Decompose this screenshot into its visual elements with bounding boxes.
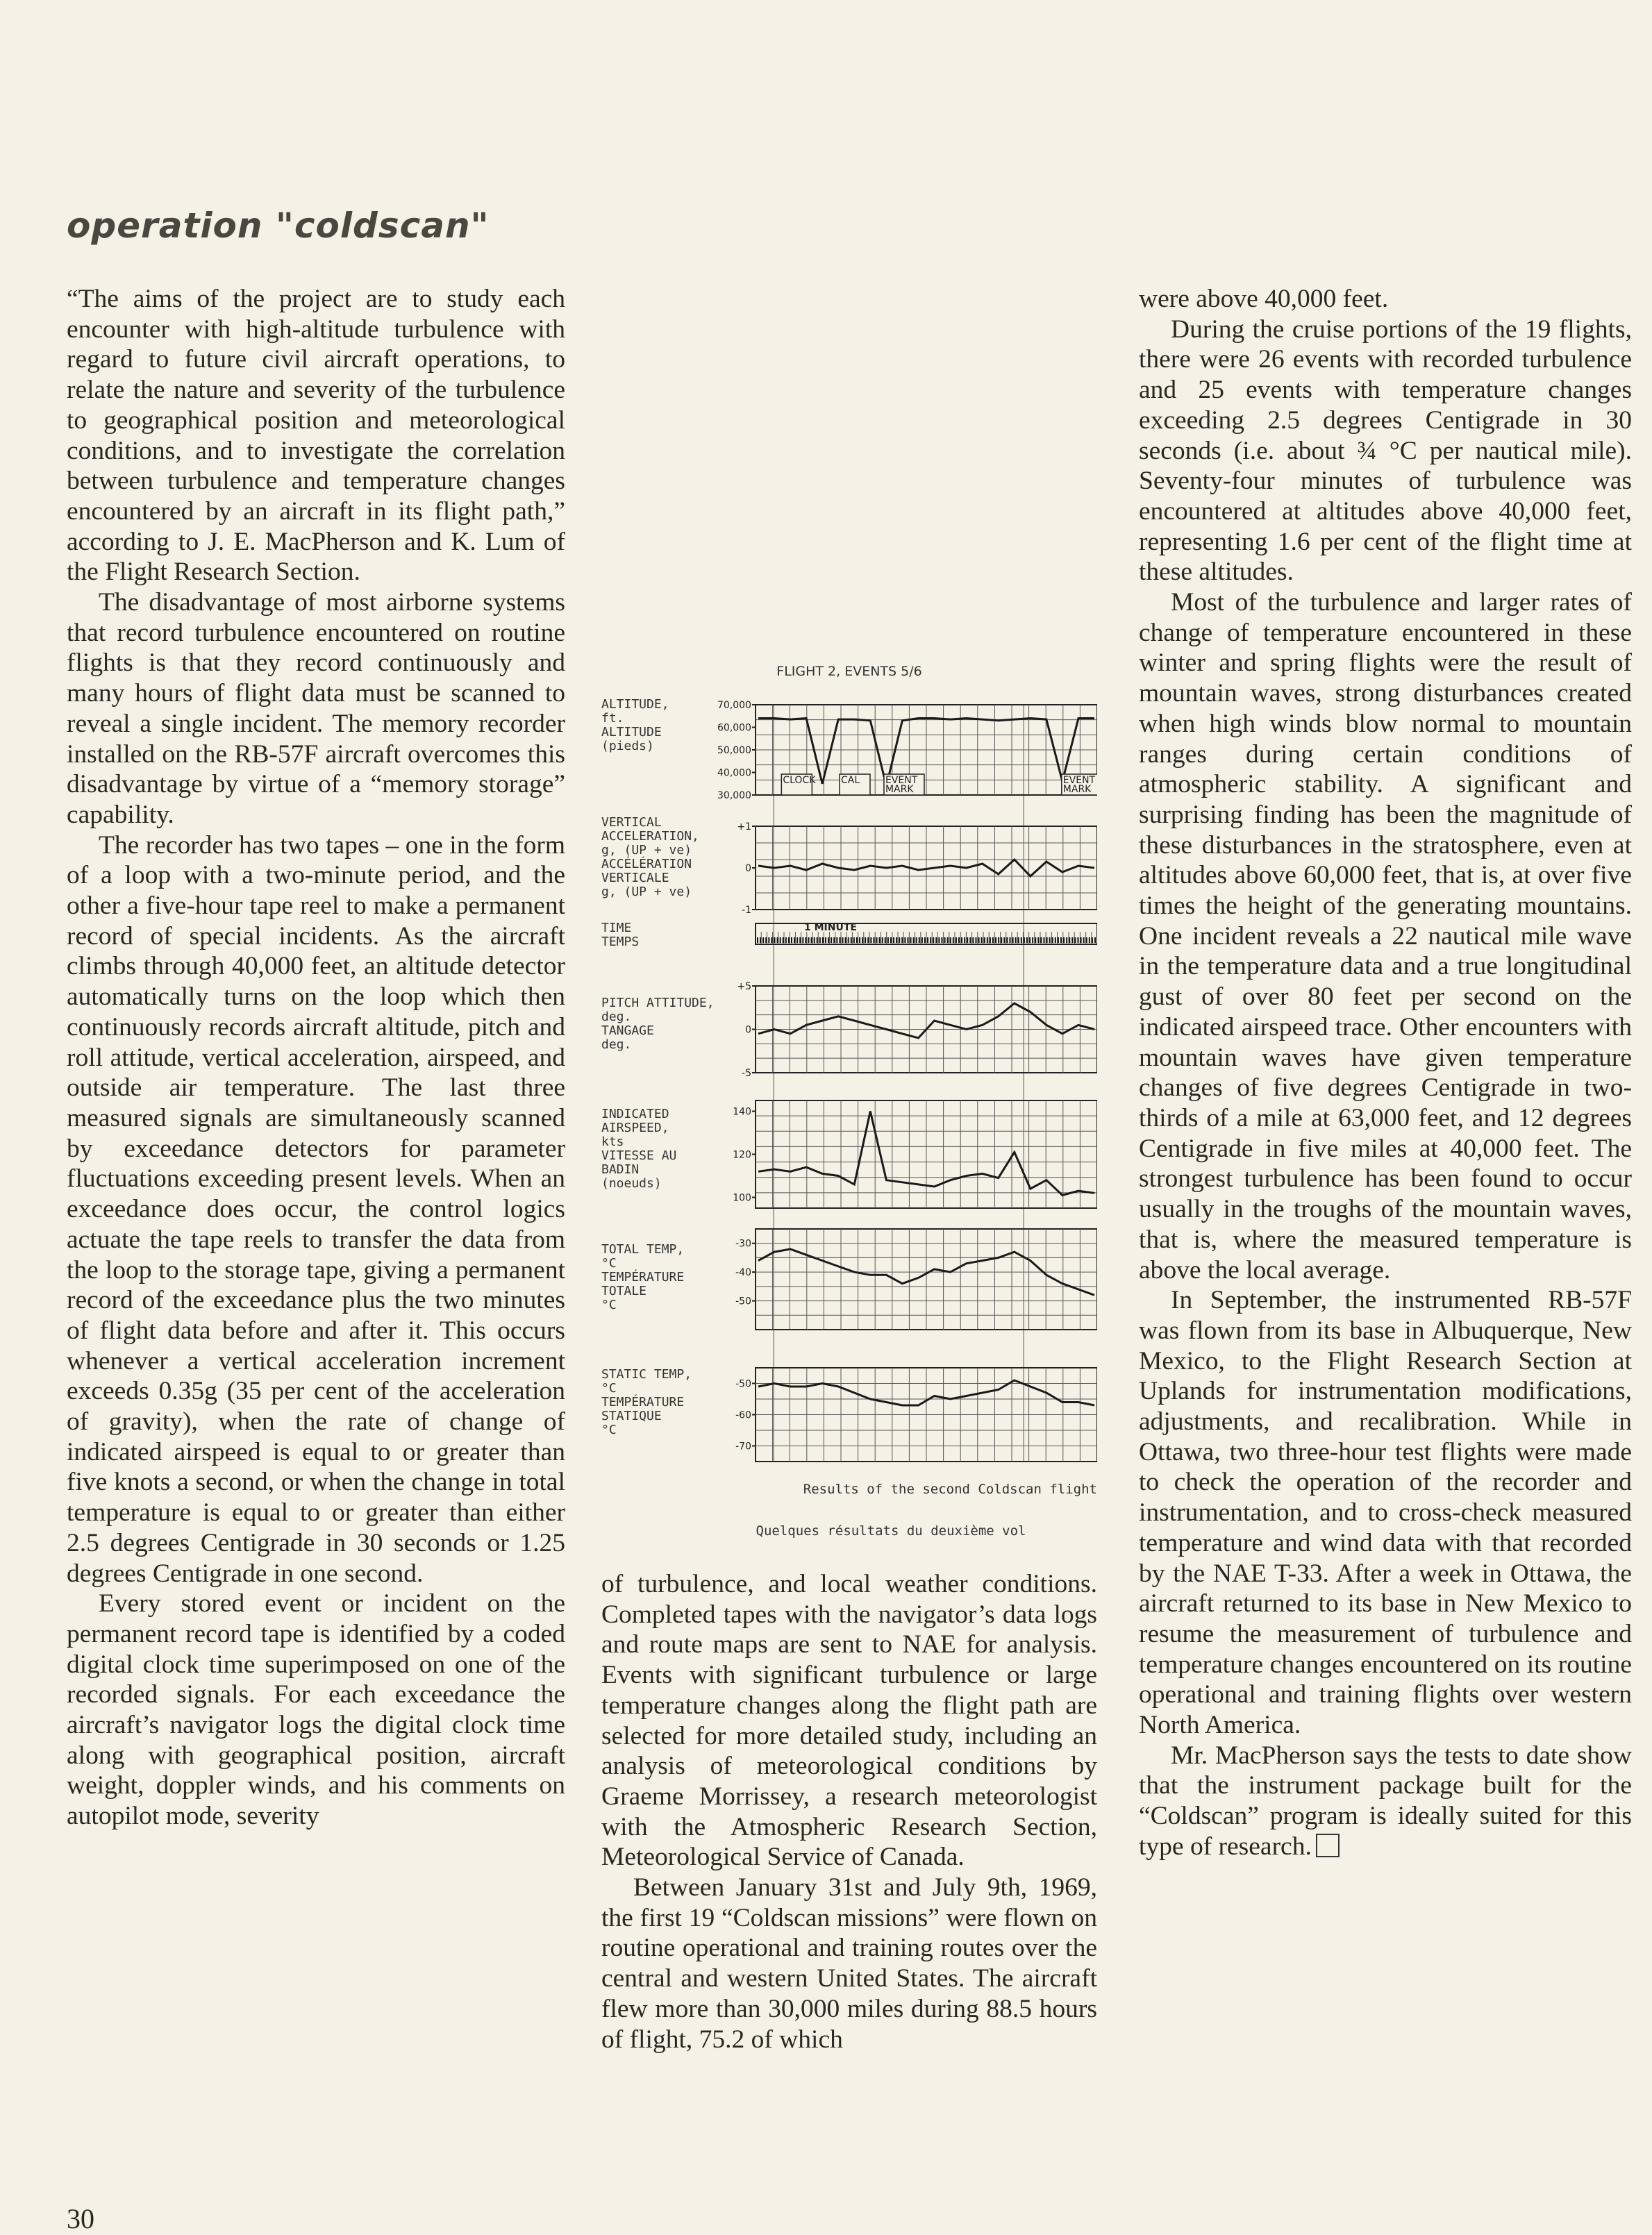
tick-label: -50 xyxy=(735,1378,751,1390)
panel-label: TEMPÉRATURE xyxy=(601,1395,685,1409)
panel-label: STATIQUE xyxy=(601,1409,662,1423)
tick-label: -60 xyxy=(735,1409,751,1421)
marker-label: CAL xyxy=(841,775,860,786)
paragraph: Most of the turbulence and larger rates of change of temperature encountered in these winter and spring flights were the result of mountain waves, strong disturbances created when high winds blow normal to mountain ranges during certain conditions of atmospheric stability. A significant and surprising finding has been the magnitude of these disturbances in the stratosphere, even at altitudes above 60,000 feet, that is, at over five times the height of the generating mountains. One incident reveals a 22 nautical mile wave in the temperature data and a true longitudinal gust of over 80 feet per second on the indicated airspeed trace. Other encounters with mountain waves have given temperature changes of five degrees Centigrade in two-thirds of a mile at 63,000 feet, and 12 degrees Centigrade in five miles at 40,000 feet. The strongest turbulence has been found to occur usually in the troughs of the mountain waves, that is, where the measured temperature is above the local average. xyxy=(1139,588,1632,1284)
panel-label: VITESSE AU xyxy=(601,1148,677,1163)
panel-label: VERTICAL xyxy=(601,815,662,830)
panel-label: (noeuds) xyxy=(601,1176,662,1191)
tick-label: 140 xyxy=(733,1106,751,1118)
tick-label: 30,000 xyxy=(717,790,751,801)
panel-label: deg. xyxy=(601,1010,632,1024)
tick-label: -30 xyxy=(735,1238,751,1250)
marker-label: EVENT xyxy=(885,775,918,786)
panel-label: TEMPÉRATURE xyxy=(601,1270,685,1284)
panel-label: g, (UP + ve) xyxy=(601,885,692,899)
paragraph: Every stored event or incident on the permanent record tape is identified by a coded digital clock time superimposed on one of the recorded signals. For each exceedance the aircraft’s navigator logs the digital clock time along with geographical position, aircraft weight, doppler winds, and his comments on autopilot mode, severity xyxy=(67,1589,565,1831)
paragraph: were above 40,000 feet. xyxy=(1139,285,1389,313)
figure-caption-english: Results of the second Coldscan flight xyxy=(803,1482,1097,1497)
marker-label: CLOCK xyxy=(783,775,816,786)
tick-label: -1 xyxy=(742,905,751,916)
marker-label: MARK xyxy=(1062,784,1092,795)
paragraph: In September, the instrumented RB-57F was flown from its base in Albuquerque, New Mexico, to the Flight Research Section at Uplands for instrumentation modifications, adjustments, and recalibration. While in Ottawa, two three-hour test flights were made to check the operation of the recorder and instrumentation, and to cross-check measured temperature and wind data with that recorded by the NAE T-33. After a week in Ottawa, the aircraft returned to its base in New Mexico to resume the measurement of turbulence and temperature changes encountered on its routine operational and training flights over western North America. xyxy=(1139,1286,1632,1740)
marker-label: MARK xyxy=(885,784,914,795)
panel-label: deg. xyxy=(601,1037,632,1052)
panel-label: ALTITUDE, xyxy=(601,697,669,712)
paragraph: Between January 31st and July 9th, 1969, the first 19 “Coldscan missions” were flown on routine operational and training routes over the central and western United States. The aircraft flew more than 30,000 miles during 88.5 hours of flight, 75.2 of which xyxy=(601,1873,1097,2054)
panel-label: VERTICALE xyxy=(601,871,669,885)
tick-label: -5 xyxy=(742,1068,751,1079)
tick-label: 100 xyxy=(733,1192,751,1204)
panel-label: TOTAL TEMP, xyxy=(601,1242,685,1257)
panel-label: TOTALE xyxy=(601,1284,647,1298)
tick-label: 60,000 xyxy=(717,722,751,734)
tick-label: 120 xyxy=(733,1149,751,1161)
end-mark-icon xyxy=(1316,1834,1340,1857)
panel-label: kts xyxy=(601,1135,624,1149)
figure-caption-french: Quelques résultats du deuxième vol xyxy=(756,1523,1026,1539)
marker-label: EVENT xyxy=(1062,775,1096,786)
panel-label: g, (UP + ve) xyxy=(601,843,692,857)
panel-label: ACCELERATION, xyxy=(601,829,699,844)
tick-label: 0 xyxy=(745,1024,751,1036)
panel-label: TEMPS xyxy=(601,935,640,949)
panel-label: °C xyxy=(601,1381,617,1396)
panel-label: °C xyxy=(601,1298,617,1312)
panel-label: ALTITUDE xyxy=(601,725,662,739)
paragraph: During the cruise portions of the 19 flights, there were 26 events with recorded turbulence and 25 events with temperature changes exceeding 2.5 degrees Centigrade in 30 seconds (i.e. about ¾ °C per nautical mile). Seventy-four minutes of turbulence was encountered at altitudes above 40,000 feet, representing 1.6 per cent of the flight time at these altitudes. xyxy=(1139,315,1632,587)
panel-label: °C xyxy=(601,1423,617,1437)
flight-data-chart xyxy=(601,687,1097,1479)
tick-label: 70,000 xyxy=(717,700,751,711)
paragraph: The recorder has two tapes – one in the form of a loop with a two-minute period, and the other a five-hour tape reel to make a permanent record of special incidents. As the aircraft climbs through 40,000 feet, an altitude detector automatically turns on the loop which then continuously records aircraft altitude, pitch and roll attitude, vertical acceleration, airspeed, and outside air temperature. The last three measured signals are simultaneously scanned by exceedance detectors for parameter fluctuations exceeding present levels. When an exceedance does occur, the control logics actuate the tape reels to transfer the data from the loop to the storage tape, giving a permanent record of the exceedance plus the two minutes of flight data before and after it. This occurs whenever a vertical acceleration increment exceeds 0.35g (35 per cent of the acceleration of gravity), when the rate of change of indicated airspeed is equal to or greater than five knots a second, or when the change in total temperature is equal to or greater than either 2.5 degrees Centigrade in 30 seconds or 1.25 degrees Centigrade in one second. xyxy=(67,830,565,1588)
column-2 xyxy=(601,1569,1097,2054)
panel-label: AIRSPEED, xyxy=(601,1121,669,1135)
tick-label: -50 xyxy=(735,1296,751,1307)
paragraph-text: Mr. MacPherson says the tests to date show that the instrument package built for the “Coldscan” program is ideally suited for this type of research. xyxy=(1139,1741,1632,1861)
panel-label: TANGAGE xyxy=(601,1023,654,1038)
paragraph: of turbulence, and local weather conditions. Completed tapes with the navigator’s data logs and route maps are sent to NAE for analysis. Events with significant turbulence or large temperature changes along the flight path are selected for more detailed study, including an analysis of meteorological conditions by Graeme Morrissey, a research meteorologist with the Atmospheric Research Section, Meteorological Service of Canada. xyxy=(601,1570,1097,1872)
column-3 xyxy=(1139,284,1632,1862)
panel-label: STATIC TEMP, xyxy=(601,1367,692,1382)
tick-label: +1 xyxy=(737,821,751,832)
tick-label: -70 xyxy=(735,1441,751,1453)
column-1 xyxy=(67,284,565,1832)
tick-label: -40 xyxy=(735,1267,751,1279)
tick-label: 50,000 xyxy=(717,745,751,756)
article-title: operation "coldscan" xyxy=(67,206,490,246)
tick-label: +5 xyxy=(737,981,751,992)
page-number: 30 xyxy=(67,2203,94,2234)
paragraph: The disadvantage of most airborne systems that record turbulence encountered on routine flights is that they record continuously and many hours of flight data must be scanned to reveal a single incident. The memory recorder installed on the RB-57F aircraft overcomes this disadvantage by virtue of a “memory storage” capability. xyxy=(67,588,565,829)
figure-title: FLIGHT 2, EVENTS 5/6 xyxy=(776,664,922,679)
panel-label: TIME xyxy=(601,921,632,935)
paragraph: “The aims of the project are to study each encounter with high-altitude turbulence with regard to future civil aircraft operations, to relate the nature and severity of the turbulence to geographical position and meteorological conditions, and to investigate the correlation between turbulence and temperature changes encountered by an aircraft in its flight path,” according to J. E. MacPherson and K. Lum of the Flight Research Section. xyxy=(67,285,565,587)
panel-label: °C xyxy=(601,1256,617,1271)
tick-label: 40,000 xyxy=(717,767,751,779)
panel-label: PITCH ATTITUDE, xyxy=(601,996,715,1010)
panel-label: (pieds) xyxy=(601,739,654,753)
paragraph xyxy=(1139,1741,1632,1862)
panel-label: ft. xyxy=(601,711,624,726)
minute-label: 1 MINUTE xyxy=(804,922,857,933)
panel-label: INDICATED xyxy=(601,1107,669,1121)
tick-label: 0 xyxy=(745,863,751,874)
panel-label: BADIN xyxy=(601,1162,640,1177)
panel-label: ACCÉLÉRATION xyxy=(601,857,692,871)
